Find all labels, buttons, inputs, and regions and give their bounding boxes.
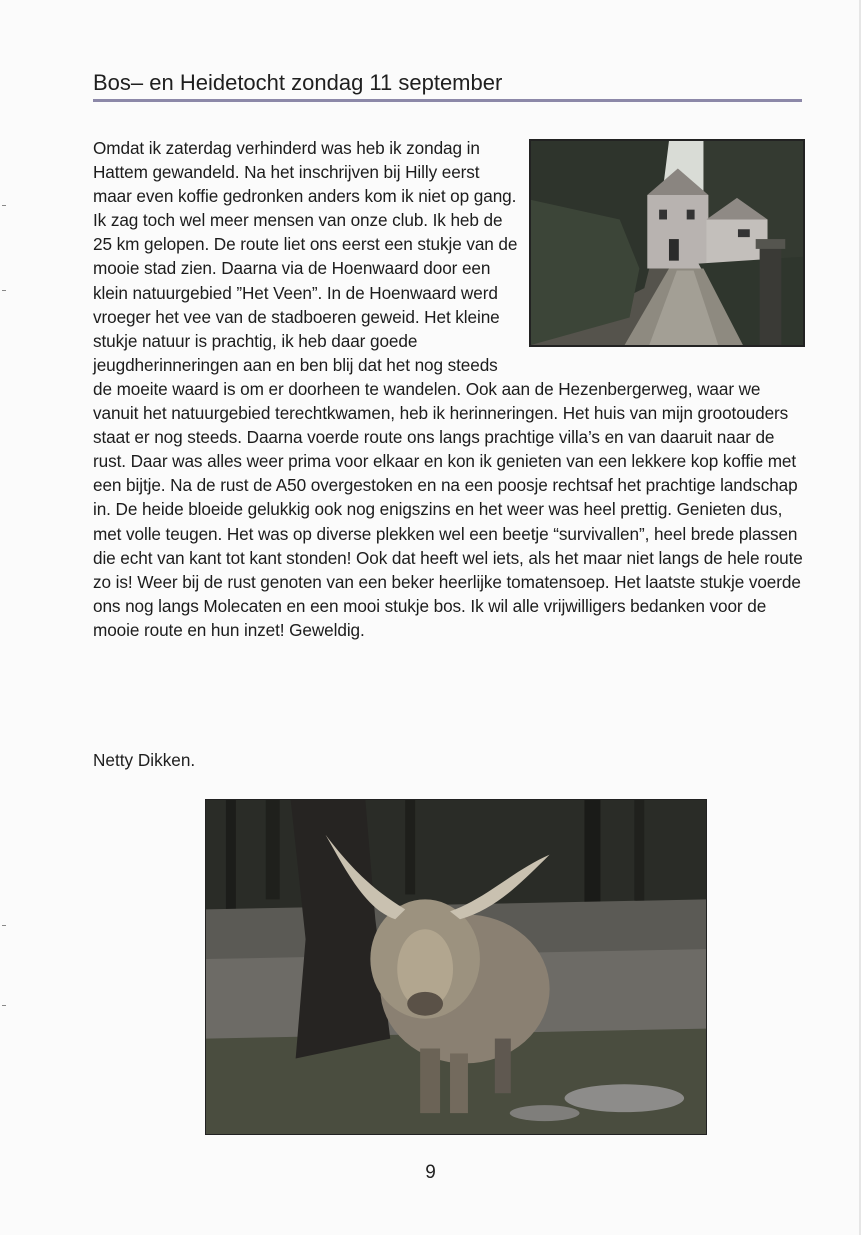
villa-photo [529,139,805,347]
page-number: 9 [425,1162,436,1183]
article-paragraph: Omdat ik zaterdag verhinderd was heb ik zondag in Hattem gewandeld. Na het inschrijven bij Hilly eerst maar even koffie gedronken anders kom ik niet op gang. Ik zag toch wel meer mensen van onze club. Ik heb de 25 km gelopen. De route liet ons eerst een stukje van de mooie stad zien. Daarna via de Hoenwaard door een klein natuurgebied ”Het Veen”. In de Hoenwaard werd vroeger het vee van de stadboeren geweid. Het kleine stukje natuur is prachtig, ik heb daar goede jeugdherinneringen aan en ben blij dat het nog steeds de moeite waard is om er doorheen te wandelen. Ook aan de Hezenbergerweg, waar we vanuit het natuurgebied terechtkwamen, heb ik herinneringen. Het huis van mijn grootouders staat er nog steeds. Daarna voerde route ons langs prachtige villa’s en van daaruit naar de rust. Daar was alles weer prima voor elkaar en kon ik genieten van een lekkere kop koffie met een bijtje. Na de rust de A50 overgestoken en na een poosje rechtsaf het prachtige landschap in. De heide bloeide gelukkig ook nog enigszins en het weer was heel prettig. Genieten dus, met volle teugen. Het was op diverse plekken wel een beetje “survivallen”, heel brede plassen die echt van kant tot kant stonden! Ook dat heeft wel iets, als het maar niet langs de hele route zo is! Weer bij de rust genoten van een beker heerlijke tomatensoep. Het laatste stukje voerde ons nog langs Molecaten en een mooi stukje bos. Ik wil alle vrijwilligers bedanken voor de mooie route en hun inzet! Geweldig. [93,138,803,640]
article-title: Bos– en Heidetocht zondag 11 september [93,68,802,102]
binder-mark [2,925,6,926]
binder-mark [2,1005,6,1006]
article-body [93,136,805,642]
cow-photo [205,799,707,1135]
binder-mark [2,205,6,206]
author-signature: Netty Dikken. [93,750,196,770]
binder-mark [2,290,6,291]
